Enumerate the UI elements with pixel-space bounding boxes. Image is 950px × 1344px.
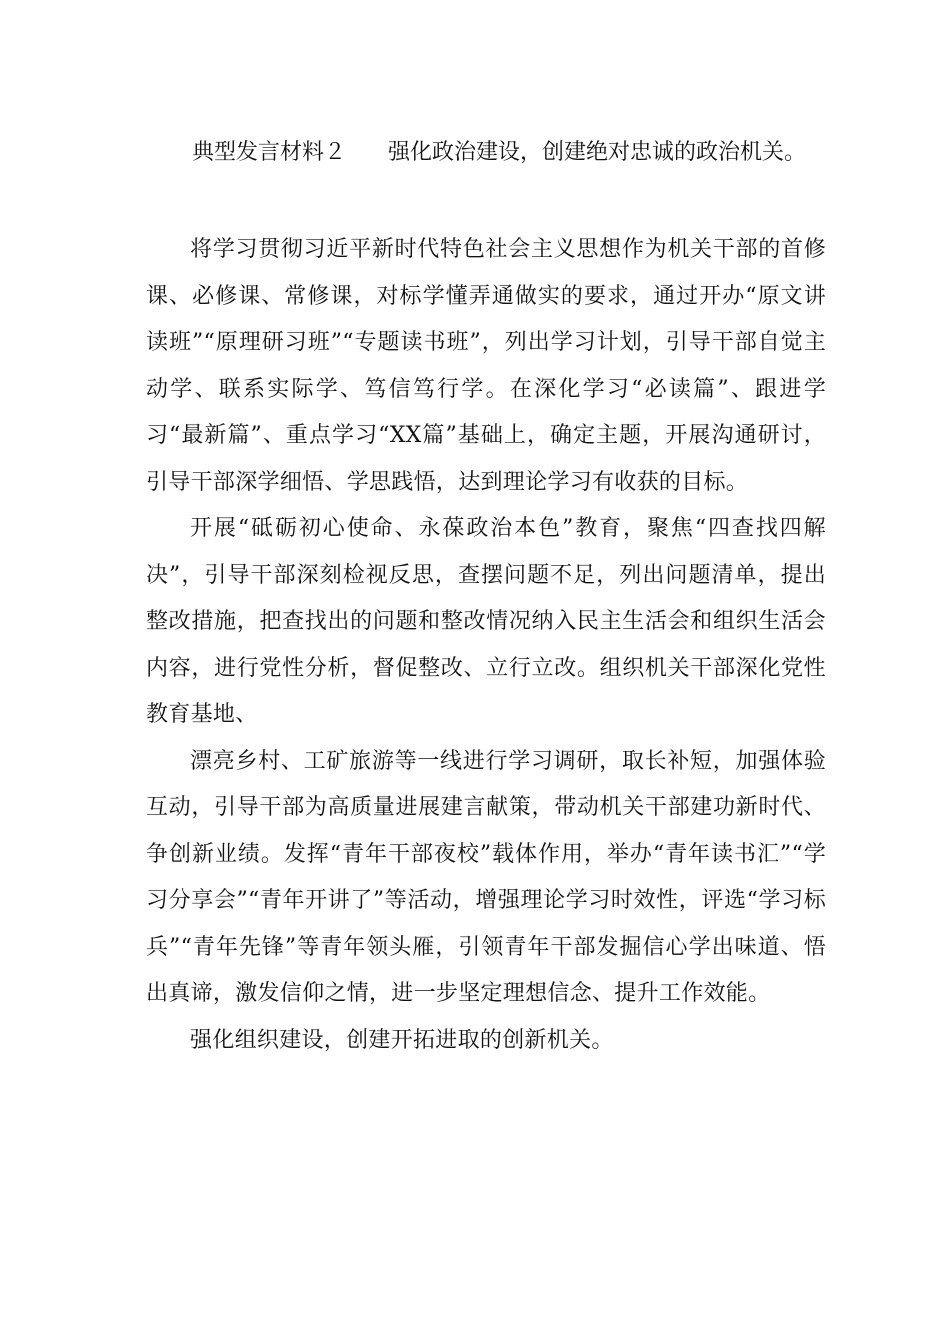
document-body [146,227,826,1064]
title-prefix: 典型发言材料２ [192,140,347,165]
paragraph-study: 将学习贯彻习近平新时代特色社会主义思想作为机关干部的首修课、必修课、常修课，对标学懂弄通做实的要求，通过开办“原文讲读班”“原理研习班”“专题读书班”，列出学习计划，引导干部自觉主动学、联系实际学、笃信笃行学。在深化学习“必读篇”、跟进学习“最新篇”、重点学习“XX篇”基础上，确定主题，开展沟通研讨，引导干部深学细悟、学思践悟，达到理论学习有收获的目标。 [146,237,826,495]
paragraph-education: 开展“砥砺初心使命、永葆政治本色”教育，聚焦“四查找四解决”，引导干部深刻检视反思，查摆问题不足，列出问题清单，提出整改措施，把查找出的问题和整改情况纳入民主生活会和组织生活会内容，进行党性分析，督促整改、立行立改。组织机关干部深化党性教育基地、 [146,516,826,727]
document-title [192,136,806,170]
paragraph-organization: 强化组织建设，创建开拓进取的创新机关。 [190,1027,614,1053]
title-main: 强化政治建设，创建绝对忠诚的政治机关。 [388,140,807,165]
paragraph-research: 漂亮乡村、工矿旅游等一线进行学习调研，取长补短，加强体验互动，引导干部为高质量进展建言献策，带动机关干部建功新时代、争创新业绩。发挥“青年干部夜校”载体作用，举办“青年读书汇”“学习分享会”“青年开讲了”等活动，增强理论学习时效性，评选“学习标兵”“青年先锋”等青年领头雁，引领青年干部发掘信心学出味道、悟出真谛，激发信仰之情，进一步坚定理想信念、提升工作效能。 [146,748,826,1006]
